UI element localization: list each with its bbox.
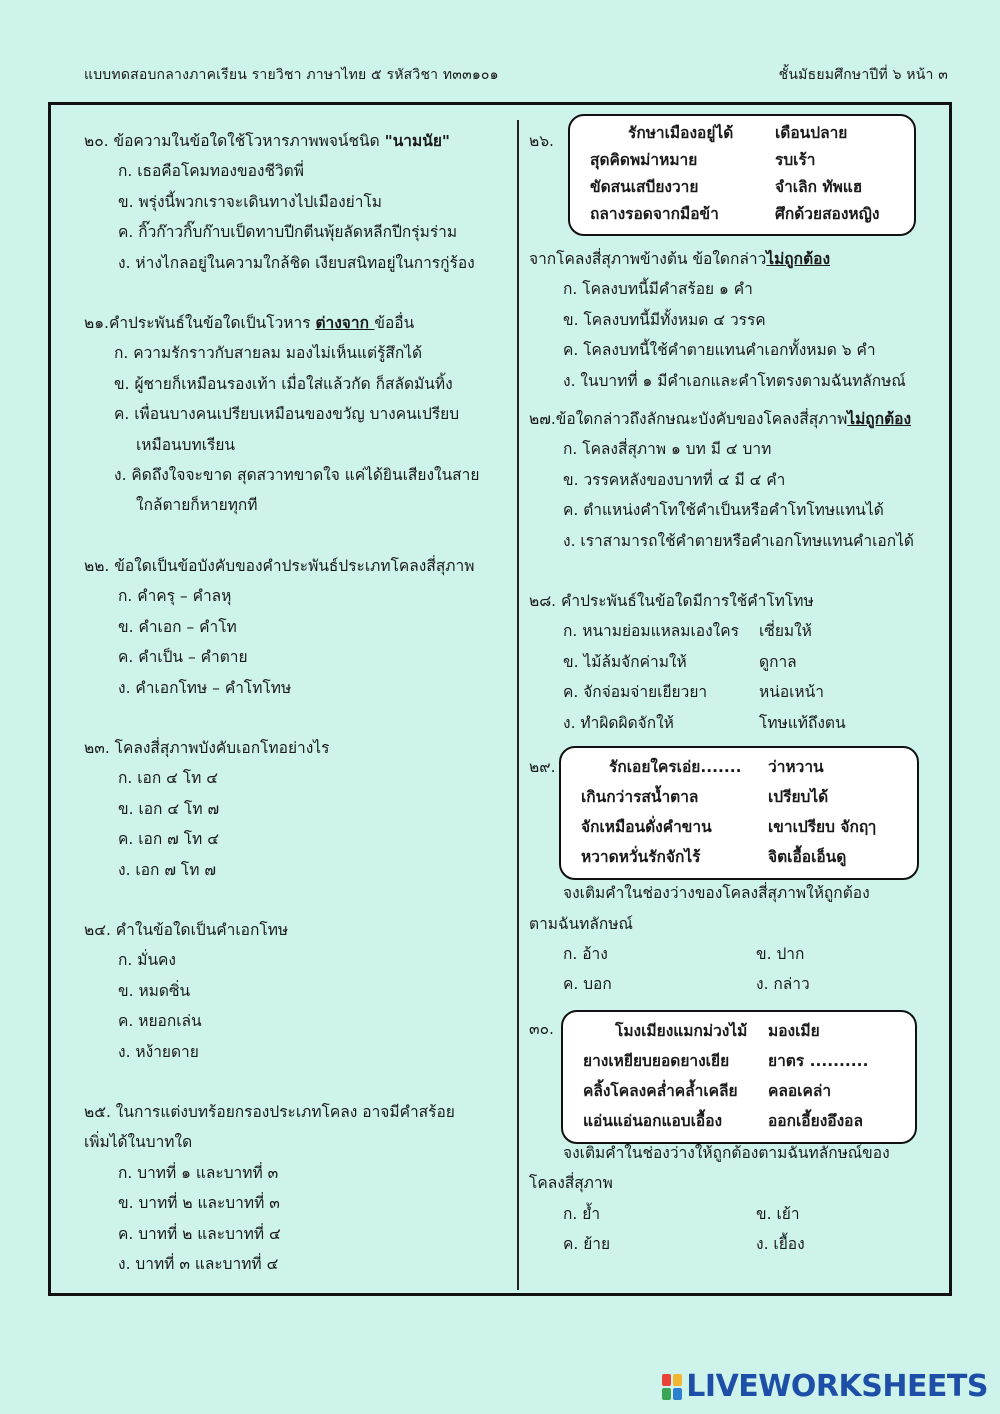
option[interactable] (529, 616, 949, 646)
option-verse: ค. จักจ่อมจ่ายเยียวยา (563, 683, 708, 702)
header-right: ชั้นมัธยมศึกษาปีที่ ๖ หน้า ๓ (778, 67, 948, 83)
question-25: ๒๕. ในการแต่งบทร้อยกรองประเภทโคลง อาจมีคำสร้อย (84, 1102, 455, 1121)
question-26-text (529, 244, 949, 274)
question-30-continued: โคลงสี่สุภาพ (529, 1174, 613, 1193)
poem-verse: คลิ้งโคลงคล่ำคล้ำเคลีย (583, 1081, 738, 1100)
poem-verse: ยางเหยียบยอดยางเยีย (583, 1051, 730, 1070)
poem-verse: รักษาเมืองอยู่ได้ (628, 124, 734, 142)
option[interactable]: ค. กิ๊วก๊าวกิ๊บก๊าบเป็ดทาบปีกตีนพุ้ยลัดหลีกปีกรุ่มร่าม (118, 223, 458, 242)
question-27 (529, 404, 949, 434)
option[interactable]: ข. ผู้ชายก็เหมือนรองเท้า เมื่อใส่แล้วกัด ก็สลัดมันทิ้ง (114, 374, 453, 393)
poem-verse: มองเมีย (768, 1021, 820, 1040)
option-continued: เหมือนบทเรียน (136, 435, 235, 454)
poem-box (561, 1010, 917, 1144)
option[interactable]: ก. โคลงสี่สุภาพ ๑ บท มี ๔ บาท (563, 440, 772, 459)
question-29 (529, 752, 949, 878)
option[interactable]: ก. เธอคือโคมทองของชีวิตพี่ (118, 162, 304, 181)
poem-verse: เกินกว่ารสน้ำตาล (581, 788, 699, 807)
choice[interactable]: ก. อ้าง (563, 944, 608, 963)
option-verse: ดูกาล (759, 652, 797, 671)
choice-row (529, 1199, 949, 1229)
poem-verse: ยาตร .......... (768, 1051, 869, 1070)
choice[interactable]: ง. เยื้อง (756, 1234, 805, 1253)
column-divider (517, 120, 519, 1290)
poem-box (559, 746, 919, 880)
option[interactable]: ค. เพื่อนบางคนเปรียบเหมือนของขวัญ บางคนเปรียบ (114, 405, 460, 424)
question-29-text: จงเติมคำในช่องว่างของโคลงสี่สุภาพให้ถูกต้อง (563, 884, 870, 903)
option-verse: ง. ทำผิดผิดจักให้ (563, 713, 674, 732)
logo-text: LIVEWORKSHEETS (686, 1369, 988, 1404)
option[interactable]: ก. โคลงบทนี้มีคำสร้อย ๑ คำ (563, 280, 753, 299)
poem-verse: ออกเอี้ยงอึงอล (768, 1111, 863, 1130)
poem-verse: ศึกด้วยสองหญิง (775, 205, 880, 223)
poem-verse: เดือนปลาย (775, 124, 848, 142)
left-column (84, 126, 509, 1279)
option[interactable]: ค. คำเป็น – คำตาย (118, 648, 248, 667)
poem-verse: รักเอยใครเอ่ย....... (609, 758, 742, 777)
option[interactable]: ข. วรรคหลังของบาทที่ ๔ มี ๔ คำ (563, 470, 786, 489)
poem-verse: ขัดสนเสบียงวาย (590, 178, 699, 196)
poem-box (568, 114, 916, 236)
question-30-text: จงเติมคำในช่องว่างให้ถูกต้องตามฉันทลักษณ์ของ (563, 1143, 890, 1162)
option[interactable] (529, 708, 949, 738)
option[interactable]: ข. หมดซิ่น (118, 981, 191, 1000)
poem-verse: จำเลิก ทัพแฮ (775, 178, 863, 196)
option[interactable]: ค. โคลงบทนี้ใช้คำตายแทนคำเอกทั้งหมด ๖ คำ (563, 341, 876, 360)
question-text-post: ข้ออื่น (374, 314, 415, 333)
question-text: ๒๗.ข้อใดกล่าวถึงลักษณะบังคับของโคลงสี่สุภาพ (529, 410, 848, 429)
question-21 (84, 308, 509, 338)
right-column (529, 126, 949, 1259)
poem-verse: โมงเมียงแมกม่วงไม้ (615, 1021, 748, 1040)
question-emphasis: ไม่ถูกต้อง (766, 250, 831, 268)
option-verse: หน่อเหน้า (759, 683, 824, 702)
option[interactable]: ข. คำเอก – คำโท (118, 617, 237, 636)
option[interactable]: ข. พรุ่งนี้พวกเราจะเดินทางไปเมืองย่าโม (118, 192, 382, 211)
poem-verse: จิตเอื้อเอ็นดู (768, 848, 847, 867)
question-text: จากโคลงสี่สุภาพข้างต้น ข้อใดกล่าว (529, 250, 767, 268)
question-emphasis: ไม่ถูกต้อง (847, 410, 912, 429)
choice[interactable]: ข. เย้า (756, 1204, 800, 1223)
poem-verse: จักเหมือนดั่งคำขาน (581, 818, 712, 837)
option-verse: โทษแท้ถึงตน (759, 713, 846, 732)
question-number: ๒๖. (529, 132, 554, 150)
option-verse: ข. ไม้ล้มจักค่ามให้ (563, 652, 687, 671)
choice-row (529, 939, 949, 969)
poem-verse: เปรียบได้ (768, 788, 829, 807)
option-verse: เซี่ยมให้ (759, 622, 812, 641)
choice[interactable]: ก. ย้ำ (563, 1204, 601, 1223)
option[interactable]: ก. คำครุ – คำลหุ (118, 587, 232, 606)
choice-row (529, 1229, 949, 1259)
option[interactable]: ก. ความรักราวกับสายลม มองไม่เห็นแต่รู้สึกได้ (114, 344, 423, 363)
poem-verse: คลอเคล่า (768, 1081, 832, 1100)
poem-verse: ถลางรอดจากมือข้า (590, 205, 719, 223)
option[interactable]: ข. โคลงบทนี้มีทั้งหมด ๔ วรรค (563, 310, 766, 329)
question-number: ๒๙. (529, 758, 556, 777)
option[interactable]: ค. หยอกเล่น (118, 1012, 202, 1031)
option[interactable]: ง. เอก ๗ โท ๗ (118, 860, 217, 879)
question-emphasis: "นามนัย" (384, 132, 450, 150)
question-28: ๒๘. คำประพันธ์ในข้อใดมีการใช้คำโทโทษ (529, 592, 814, 611)
option[interactable]: ง. ในบาทที่ ๑ มีคำเอกและคำโทตรงตามฉันทลักษณ์ (563, 371, 906, 390)
option[interactable]: ข. บาทที่ ๒ และบาทที่ ๓ (118, 1194, 280, 1213)
question-22: ๒๒. ข้อใดเป็นข้อบังคับของคำประพันธ์ประเภทโคลงสี่สุภาพ (84, 556, 475, 575)
poem-verse: หวาดหวั่นรักจักไร้ (581, 848, 701, 867)
question-number: ๓๐. (529, 1019, 554, 1038)
header-left: แบบทดสอบกลางภาคเรียน รายวิชา ภาษาไทย ๕ รหัสวิชา ท๓๓๑๐๑ (84, 67, 499, 83)
question-text: ๒๐. ข้อความในข้อใดใช้โวหารภาพพจน์ชนิด (84, 132, 385, 150)
poem-verse: รบเร้า (775, 151, 816, 169)
question-29-continued: ตามฉันทลักษณ์ (529, 914, 633, 933)
question-20 (84, 126, 509, 156)
question-30 (529, 1014, 949, 1138)
option-verse: ก. หนามย่อมแหลมเองใคร (563, 622, 739, 641)
option[interactable]: ก. บาทที่ ๑ และบาทที่ ๓ (118, 1163, 279, 1182)
question-25-continued: เพิ่มได้ในบาทใด (84, 1133, 193, 1152)
poem-verse: เขาเปรียบ จักฤๅ (768, 818, 876, 837)
option[interactable]: ก. มั่นคง (118, 951, 176, 970)
option[interactable]: ข. เอก ๔ โท ๗ (118, 799, 220, 818)
option[interactable]: ค. ตำแหน่งคำโทใช้คำเป็นหรือคำโทโทษแทนได้ (563, 501, 884, 520)
option[interactable]: ง. ห่างไกลอยู่ในความใกล้ชิด เงียบสนิทอยู่ในการกู่ร้อง (118, 253, 475, 272)
option[interactable] (529, 647, 949, 677)
option[interactable]: ง. บาทที่ ๓ และบาทที่ ๔ (118, 1255, 279, 1273)
poem-verse: แอ่นแอ่นอกแอบเอื้อง (583, 1111, 723, 1130)
poem-verse: ว่าหวาน (768, 758, 824, 777)
option-continued: ใกล้ตายก็หายทุกที (136, 496, 258, 515)
choice[interactable]: ค. บอก (563, 975, 612, 994)
option[interactable]: ง. เราสามารถใช้คำตายหรือคำเอกโทษแทนคำเอกได้ (563, 531, 914, 550)
option[interactable]: ค. เอก ๗ โท ๔ (118, 830, 219, 849)
option[interactable]: ค. บาทที่ ๒ และบาทที่ ๔ (118, 1224, 281, 1243)
choice[interactable]: ข. ปาก (756, 944, 805, 963)
poem-verse: สุดคิดพม่าหมาย (590, 151, 698, 169)
question-23: ๒๓. โคลงสี่สุภาพบังคับเอกโทอย่างไร (84, 738, 330, 757)
question-emphasis: ต่างจาก (315, 314, 375, 333)
liveworksheets-logo (662, 1369, 988, 1404)
choice[interactable]: ง. กล่าว (756, 975, 810, 994)
option[interactable]: ง. คำเอกโทษ – คำโทโทษ (118, 678, 292, 697)
choice[interactable]: ค. ย้าย (563, 1234, 611, 1253)
option[interactable]: ง. หง้ายดาย (118, 1042, 199, 1061)
question-26 (529, 126, 949, 244)
question-text: ๒๑.คำประพันธ์ในข้อใดเป็นโวหาร (84, 314, 316, 333)
question-24: ๒๔. คำในข้อใดเป็นคำเอกโทษ (84, 920, 289, 939)
option[interactable] (529, 677, 949, 707)
logo-icon (662, 1374, 682, 1400)
choice-row (529, 969, 949, 999)
option[interactable]: ง. คิดถึงใจจะขาด สุดสวาทขาดใจ แค่ได้ยินเสียงในสาย (114, 466, 480, 485)
option[interactable]: ก. เอก ๔ โท ๔ (118, 769, 219, 788)
